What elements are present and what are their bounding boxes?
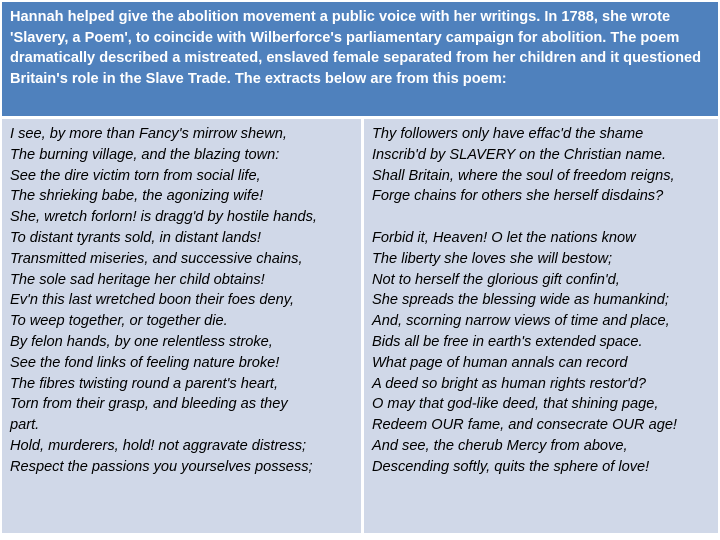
poem-line: To distant tyrants sold, in distant lands! xyxy=(10,229,261,246)
poem-extract-left xyxy=(2,119,361,533)
poem-line: Bids all be free in earth's extended space. xyxy=(372,333,643,350)
poem-line: Not to herself the glorious gift confin'd, xyxy=(372,271,620,288)
poem-line: A deed so bright as human rights restor'd? xyxy=(372,375,647,392)
poem-line: The liberty she loves she will bestow; xyxy=(372,250,613,267)
poem-line: O may that god-like deed, that shining page, xyxy=(372,396,659,413)
poem-line: She, wretch forlorn! is dragg'd by hostile hands, xyxy=(10,209,317,226)
poem-line: I see, by more than Fancy's mirrow shewn, xyxy=(10,126,287,142)
poem-line: The burning village, and the blazing town: xyxy=(10,146,280,163)
poem-line: Ev'n this last wretched boon their foes deny, xyxy=(10,292,295,309)
poem-line: To weep together, or together die. xyxy=(10,313,228,330)
poem-line: See the fond links of feeling nature broke! xyxy=(10,354,280,371)
poem-line: The fibres twisting round a parent's heart, xyxy=(10,375,279,392)
poem-line: Forge chains for others she herself disdains? xyxy=(372,188,664,205)
poem-line xyxy=(372,207,710,228)
poem-line: Hold, murderers, hold! not aggravate distress; xyxy=(10,437,307,454)
poem-line: And, scorning narrow views of time and place, xyxy=(372,313,670,330)
poem-line: She spreads the blessing wide as humankind; xyxy=(372,292,669,309)
intro-header: Hannah helped give the abolition movement a public voice with her writings. In 1788, she wrote 'Slavery, a Poem', to coincide with Wilberforce's parliamentary campaign for abolition. The poem dramatically described a mistreated, enslaved female separated from her children and it questioned Britain's role in the Slave Trade. The extracts below are from this poem: xyxy=(2,2,718,116)
poem-line: Thy followers only have effac'd the shame xyxy=(372,126,644,142)
poem-line: By felon hands, by one relentless stroke, xyxy=(10,333,273,350)
poem-line: Redeem OUR fame, and consecrate OUR age! xyxy=(372,417,677,434)
poem-line: The sole sad heritage her child obtains! xyxy=(10,271,265,288)
poem-line: What page of human annals can record xyxy=(372,354,628,371)
poem-extract-right xyxy=(364,119,718,533)
poem-line: And see, the cherub Mercy from above, xyxy=(372,437,628,454)
poem-line: Descending softly, quits the sphere of love! xyxy=(372,458,650,475)
poem-line: Torn from their grasp, and bleeding as they xyxy=(10,396,288,413)
poem-line: Transmitted miseries, and successive chains, xyxy=(10,250,303,267)
poem-line: The shrieking babe, the agonizing wife! xyxy=(10,188,264,205)
poem-line: Forbid it, Heaven! O let the nations know xyxy=(372,229,636,246)
poem-line: See the dire victim torn from social life, xyxy=(10,167,261,184)
poem-line: Shall Britain, where the soul of freedom reigns, xyxy=(372,167,675,184)
poem-line: Inscrib'd by SLAVERY on the Christian name. xyxy=(372,146,667,163)
poem-line: part. xyxy=(10,417,40,434)
poem-line: Respect the passions you yourselves possess; xyxy=(10,458,313,475)
